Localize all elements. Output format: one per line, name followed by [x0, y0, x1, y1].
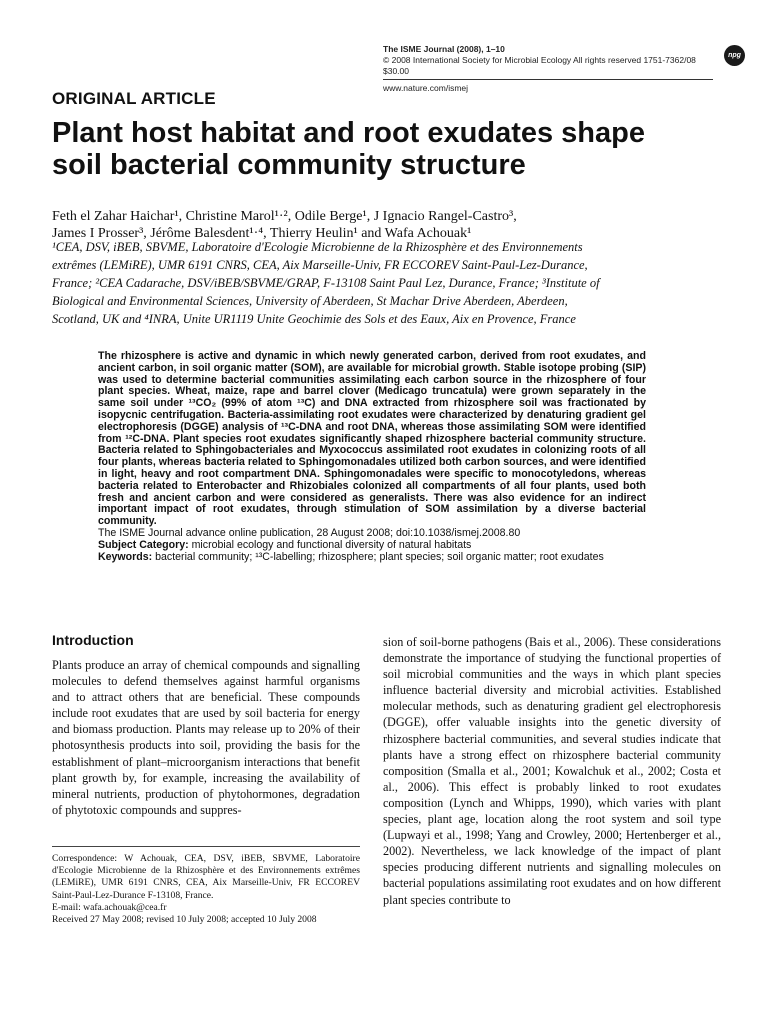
journal-url[interactable]: www.nature.com/ismej: [383, 83, 469, 93]
abstract-block: [98, 351, 646, 563]
correspondence-text: Correspondence: W Achouak, CEA, DSV, iBEB, SBVME, Laboratoire d'Ecologie Microbienne de la Rhizosphère et des Environnements extrêmes (LEMiRE), UMR 6191 CNRS, CEA, Aix Marseille-Univ, FR ECCOREV Saint-Paul-Lez-Durance F-13108, France.: [52, 853, 360, 901]
subject-value: microbial ecology and functional diversity of natural habitats: [191, 538, 472, 551]
affiliations: [52, 238, 742, 328]
npg-logo: npg: [724, 45, 745, 66]
subject-label: Subject Category:: [98, 538, 189, 551]
authors-line-2: James I Prosser³, Jérôme Balesdent¹·⁴, Thierry Heulin¹ and Wafa Achouak¹: [52, 226, 472, 241]
title-line-2: soil bacterial community structure: [52, 149, 526, 181]
affiliation-line: Biological and Environmental Sciences, University of Aberdeen, St Machar Drive Aberdeen, Aberdeen,: [52, 294, 568, 308]
intro-right-column: sion of soil-borne pathogens (Bais et al., 2006). These considerations demonstrate the importance of studying the functional properties of soil microbial communities and the ways in which plant species influence bacterial diversity and microbial activities. Established molecular methods, such as denaturing gradient gel electrophoresis (DGGE), offer valuable insights into the genetic diversity of rhizosphere bacterial communities, and several studies indicate that plants have a strong effect on rhizosphere bacterial community composition (Smalla et al., 2001; Kowalchuk et al., 2002; Costa et al., 2006). This effect is probably linked to root exudates composition (Lynch and Whipps, 1990), which varies with plant species, plant age, location along the root system and soil type (Lupwayi et al., 1998; Yang and Crowley, 2000; Hertenberger et al., 2002). Nevertheless, we lack knowledge of the impact of plant species producing different nutrients and signalling molecules on bacterial populations assimilating root exudates and on how different plant species contribute to: [383, 635, 721, 907]
article-title: [52, 117, 732, 181]
title-line-1: Plant host habitat and root exudates shape: [52, 117, 645, 149]
copyright-line: © 2008 International Society for Microbial Ecology All rights reserved 1751-7362/08 $30.00: [383, 55, 696, 76]
keywords-value: bacterial community; ¹³C-labelling; rhizosphere; plant species; soil organic matter; root exudates: [155, 550, 604, 563]
keywords-label: Keywords:: [98, 550, 153, 563]
received-dates: Received 27 May 2008; revised 10 July 2008; accepted 10 July 2008: [52, 914, 317, 926]
affiliation-line: ¹CEA, DSV, iBEB, SBVME, Laboratoire d'Ecologie Microbienne de la Rhizosphère et des Environnements: [52, 240, 583, 254]
authors-line-1: Feth el Zahar Haichar¹, Christine Marol¹·², Odile Berge¹, J Ignacio Rangel-Castro³,: [52, 209, 517, 224]
footnote-rule: [52, 846, 360, 847]
journal-header: [383, 44, 723, 94]
author-list: [52, 208, 732, 242]
keywords: [98, 552, 646, 564]
introduction-heading: Introduction: [52, 632, 134, 648]
article-type-label: ORIGINAL ARTICLE: [52, 89, 216, 108]
email-line[interactable]: E-mail: wafa.achouak@cea.fr: [52, 901, 167, 913]
affiliation-line: extrêmes (LEMiRE), UMR 6191 CNRS, CEA, Aix Marseille-Univ, FR ECCOREV Saint-Paul-Lez-Durance,: [52, 258, 588, 272]
intro-left-column: Plants produce an array of chemical compounds and signalling molecules to defend themselves against harmful organisms and to attract others that are beneficial. These compounds include root exudates that are used by soil bacteria for energy and biomass production. Plants may release up to 20% of their photosynthesis products into soil, providing the basis for the establishment of plant–microorganism interactions that benefit plant growth by, for example, increasing the availability of mineral nutrients, production of phytohormones, degradation of phytotoxic compounds and suppres-: [52, 658, 360, 817]
correspondence-footnote: [52, 853, 360, 926]
abstract-text: The rhizosphere is active and dynamic in which newly generated carbon, derived from root exudates, and ancient carbon, in soil organic matter (SOM), are available for microbial growth. Stable isotope probing (SIP) was used to determine bacterial communities assimilating each carbon source in the rhizosphere of four plant species. Wheat, maize, rape and barrel clover (Medicago truncatula) were grown separately in the same soil under ¹³CO₂ (99% of atom ¹³C) and DNA extracted from rhizosphere soil was fractionated by isopycnic centrifugation. Bacteria-assimilating root exudates were characterized by denaturing gradient gel electrophoresis (DGGE) analysis of ¹³C-DNA and root DNA, whereas those assimilating SOM were identified from ¹²C-DNA. Plant species root exudates significantly shaped rhizosphere bacterial community structure. Bacteria related to Sphingobacteriales and Myxococcus assimilated root exudates in colonizing roots of all four plants, whereas bacteria related to Sphingomonadales utilized both carbon sources, and were identified in light, heavy and root compartment DNA. Sphingomonadales were specific to monocotyledons, whereas bacteria related to Enterobacter and Rhizobiales colonized all compartments of all four plants, used both fresh and ancient carbon and were considered as generalists. There was also evidence for an indirect important impact of root exudates, through stimulation of SOM assimilation by a diverse bacterial community.: [98, 350, 646, 528]
journal-citation: The ISME Journal (2008), 1–10: [383, 44, 505, 54]
publication-line: The ISME Journal advance online publication, 28 August 2008; doi:10.1038/ismej.2008.80: [98, 526, 521, 539]
affiliation-line: France; ²CEA Cadarache, DSV/iBEB/SBVME/GRAP, F-13108 Saint Paul Lez, Durance, France; ³Institute of: [52, 276, 600, 290]
affiliation-line: Scotland, UK and ⁴INRA, Unite UR1119 Unite Geochimie des Sols et des Eaux, Aix en Provence, France: [52, 312, 576, 326]
header-rule: [383, 79, 713, 80]
